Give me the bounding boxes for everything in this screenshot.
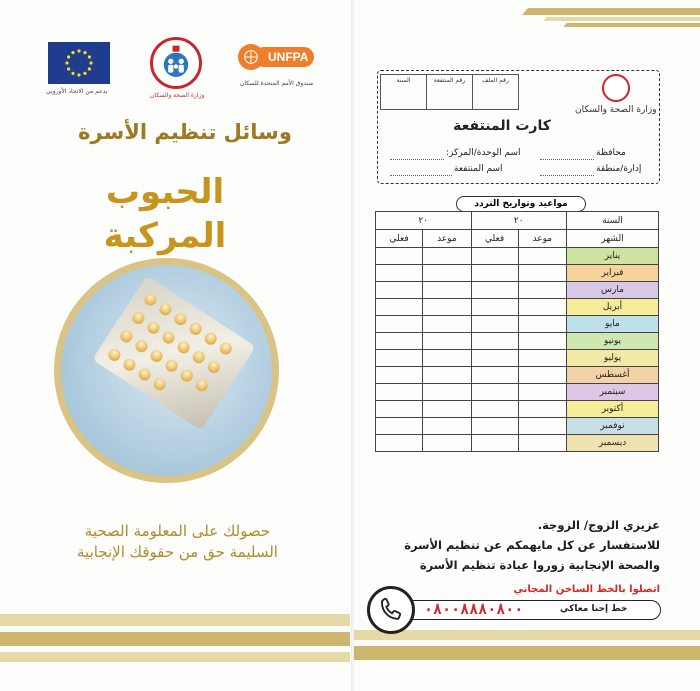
schedule-cell[interactable] <box>518 316 566 333</box>
schedule-cell[interactable] <box>471 350 518 367</box>
id-cell-beneficiary-number[interactable]: رقم المنتفعة <box>426 74 473 110</box>
beneficiary-label: اسم المنتفعة <box>454 164 503 174</box>
schedule-cell[interactable] <box>376 418 423 435</box>
schedule-cell[interactable] <box>423 401 471 418</box>
month-row <box>376 282 659 299</box>
schedule-cell[interactable] <box>518 384 566 401</box>
year-value-2[interactable]: ٢٠ <box>376 212 472 230</box>
month-label: أغسطس <box>567 367 659 384</box>
schedule-cell[interactable] <box>471 418 518 435</box>
schedule-cell[interactable] <box>471 299 518 316</box>
schedule-cell[interactable] <box>471 248 518 265</box>
schedule-cell[interactable] <box>423 367 471 384</box>
family-emblem-icon <box>156 43 196 83</box>
schedule-cell[interactable] <box>471 316 518 333</box>
schedule-table <box>375 211 659 452</box>
schedule-cell[interactable] <box>423 282 471 299</box>
schedule-cell[interactable] <box>423 316 471 333</box>
hotline-label: خط إحنا معاكي <box>560 604 628 614</box>
schedule-cell[interactable] <box>471 367 518 384</box>
schedule-cell[interactable] <box>423 350 471 367</box>
message-line2: والصحة الإنجابية زوروا عيادة تنظيم الأسرة <box>419 558 660 572</box>
eu-flag-logo <box>48 42 110 84</box>
schedule-cell[interactable] <box>471 401 518 418</box>
bottom-left-stripes <box>0 592 350 672</box>
month-label: يوليو <box>567 350 659 367</box>
month-label: مايو <box>567 316 659 333</box>
year-header: السنة <box>567 212 659 230</box>
schedule-cell[interactable] <box>423 248 471 265</box>
district-label: إدارة/منطقة <box>596 164 642 174</box>
card-title: كارت المنتفعة <box>453 118 551 134</box>
month-label: ديسمبر <box>567 435 659 452</box>
schedule-cell[interactable] <box>376 316 423 333</box>
schedule-cell[interactable] <box>423 384 471 401</box>
month-row <box>376 367 659 384</box>
schedule-cell[interactable] <box>423 265 471 282</box>
month-row <box>376 265 659 282</box>
moh-small-logo-icon <box>602 74 630 102</box>
product-name-line2: المركبة <box>103 216 227 256</box>
year-row <box>376 212 659 230</box>
schedule-cell[interactable] <box>471 282 518 299</box>
unfpa-logo <box>238 44 314 70</box>
month-label: يونيو <box>567 333 659 350</box>
subtitle-line1: حصولك على المعلومة الصحية <box>84 522 271 540</box>
col-actual: فعلي <box>376 230 423 248</box>
col-actual: فعلي <box>471 230 518 248</box>
id-cell-file-number[interactable]: رقم الملف <box>472 74 519 110</box>
governorate-label: محافظة <box>596 148 626 158</box>
eu-stars-icon <box>51 44 107 82</box>
schedule-cell[interactable] <box>423 435 471 452</box>
month-row <box>376 384 659 401</box>
subtitle-line2: السليمة حق من حقوقك الإنجابية <box>77 543 278 561</box>
schedule-cell[interactable] <box>376 435 423 452</box>
month-label: فبراير <box>567 265 659 282</box>
ministry-name: وزارة الصحة والسكان <box>575 105 657 115</box>
governorate-field[interactable] <box>540 159 594 160</box>
schedule-cell[interactable] <box>471 435 518 452</box>
schedule-cell[interactable] <box>376 350 423 367</box>
month-label: أبريل <box>567 299 659 316</box>
pill-pack-image <box>61 265 272 476</box>
month-row <box>376 401 659 418</box>
month-row <box>376 418 659 435</box>
schedule-cell[interactable] <box>518 435 566 452</box>
month-label: نوفمبر <box>567 418 659 435</box>
col-appointment: موعد <box>423 230 471 248</box>
brochure-title: وسائل تنظيم الأسرة <box>78 120 292 144</box>
schedule-cell[interactable] <box>518 333 566 350</box>
schedule-cell[interactable] <box>518 282 566 299</box>
schedule-cell[interactable] <box>376 401 423 418</box>
schedule-cell[interactable] <box>376 367 423 384</box>
schedule-cell[interactable] <box>518 401 566 418</box>
schedule-cell[interactable] <box>518 299 566 316</box>
blister-pack <box>92 276 255 431</box>
schedule-cell[interactable] <box>376 282 423 299</box>
schedule-cell[interactable] <box>471 384 518 401</box>
unit-label: اسم الوحدة/المركز: <box>446 148 521 158</box>
month-row <box>376 316 659 333</box>
schedule-cell[interactable] <box>376 248 423 265</box>
year-value-1[interactable]: ٢٠ <box>471 212 566 230</box>
month-label: أكتوبر <box>567 401 659 418</box>
month-row <box>376 350 659 367</box>
id-grid <box>381 74 519 110</box>
moh-caption: وزارة الصحة والسكان <box>150 92 205 99</box>
hotline-callout: اتصلوا بالخط الساخن المجاني <box>513 584 660 595</box>
bottom-right-stripes <box>354 622 700 672</box>
month-header: الشهر <box>567 230 659 248</box>
greeting: عزيزي الزوج/ الزوجة. <box>537 518 660 532</box>
unfpa-label: UNFPA <box>254 47 314 67</box>
month-label: مارس <box>567 282 659 299</box>
id-cell-year[interactable]: السنة <box>380 74 427 110</box>
schedule-cell[interactable] <box>471 333 518 350</box>
hotline-number[interactable]: ٠٨٠٠٨٨٨٠٨٠٠ <box>424 600 524 618</box>
schedule-cell[interactable] <box>518 418 566 435</box>
ministry-of-health-logo <box>150 37 202 89</box>
schedule-cell[interactable] <box>423 333 471 350</box>
month-row <box>376 299 659 316</box>
col-appointment: موعد <box>518 230 566 248</box>
month-label: يناير <box>567 248 659 265</box>
schedule-cell[interactable] <box>423 418 471 435</box>
schedule-cell[interactable] <box>376 265 423 282</box>
schedule-cell[interactable] <box>518 367 566 384</box>
month-row <box>376 248 659 265</box>
schedule-cell[interactable] <box>518 350 566 367</box>
schedule-cell[interactable] <box>376 333 423 350</box>
schedule-cell[interactable] <box>376 384 423 401</box>
phone-icon <box>367 586 415 634</box>
eu-caption: بدعم من الاتحاد الأوروبي <box>46 88 108 95</box>
schedule-cell[interactable] <box>518 248 566 265</box>
month-row <box>376 435 659 452</box>
month-row <box>376 333 659 350</box>
unit-field[interactable] <box>390 159 444 160</box>
un-emblem-icon <box>238 44 264 70</box>
unfpa-caption: صندوق الأمم المتحدة للسكان <box>240 80 314 87</box>
top-stripes <box>505 0 700 30</box>
column-header-row <box>376 230 659 248</box>
schedule-cell[interactable] <box>423 299 471 316</box>
schedule-title: مواعيد وتواريخ التردد <box>456 196 586 212</box>
district-field[interactable] <box>540 175 594 176</box>
fold-line <box>351 0 354 691</box>
schedule-cell[interactable] <box>376 299 423 316</box>
message-line1: للاستفسار عن كل مايهمكم عن تنظيم الأسرة <box>404 538 660 552</box>
schedule-cell[interactable] <box>471 265 518 282</box>
product-name-line1: الحبوب <box>105 172 225 212</box>
schedule-cell[interactable] <box>518 265 566 282</box>
beneficiary-field[interactable] <box>390 175 452 176</box>
month-label: سبتمبر <box>567 384 659 401</box>
